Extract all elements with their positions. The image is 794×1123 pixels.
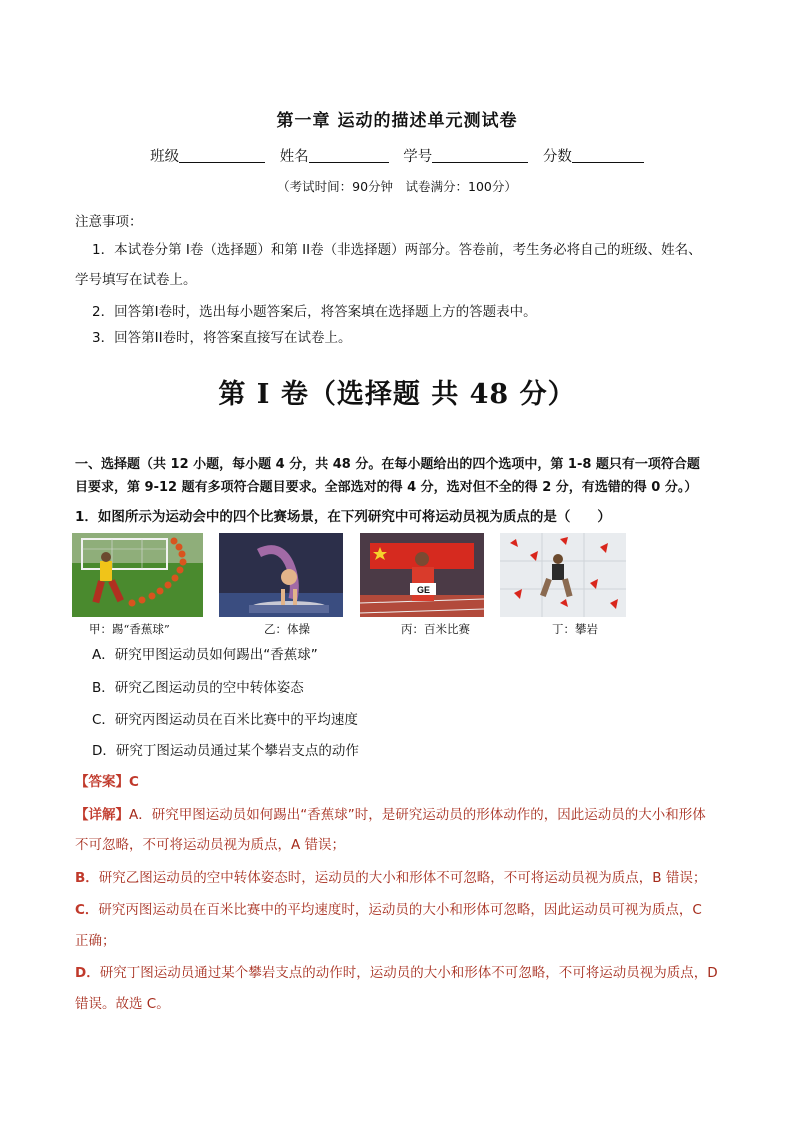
gymnastics-photo xyxy=(219,533,343,617)
note-item: 2．回答第I卷时，选出每小题答案后，将答案填在选择题上方的答题表中。 xyxy=(92,304,537,320)
score-label: 分数 xyxy=(542,149,572,165)
detail-text: 研究丙图运动员在百米比赛中的平均速度时，运动员的大小和形体可忽略，因此运动员可视为质点，C xyxy=(98,902,702,918)
sprint-race-photo xyxy=(360,533,484,617)
exam-time-info: （考试时间：90分钟 试卷满分：100分） xyxy=(277,179,517,194)
student-info-line xyxy=(0,145,794,166)
id-label: 学号 xyxy=(403,149,433,165)
class-label: 班级 xyxy=(150,149,180,165)
id-blank xyxy=(432,146,528,163)
note-item: 1．本试卷分第 I卷（选择题）和第 II卷（非选择题）两部分。答卷前，考生务必将自己的班级、姓名、 xyxy=(92,242,702,258)
race-bib-number: GE xyxy=(417,585,431,595)
option-a: A．研究甲图运动员如何踢出“香蕉球” xyxy=(92,647,318,663)
section-instructions xyxy=(75,453,725,499)
detail-line xyxy=(75,961,725,981)
image-caption: 乙：体操 xyxy=(264,622,310,636)
note-item: 3．回答第II卷时，将答案直接写在试卷上。 xyxy=(92,330,352,346)
section-title: 第 I 卷（选择题 共 48 分） xyxy=(218,379,576,410)
detail-line: 正确； xyxy=(75,933,116,949)
rock-climbing-photo xyxy=(500,533,626,617)
detail-line: 不可忽略，不可将运动员视为质点，A 错误； xyxy=(75,837,346,853)
answer-label: 【答案】 xyxy=(75,774,129,790)
detail-text: A．研究甲图运动员如何踢出“香蕉球”时，是研究运动员的形体动作的，因此运动员的大小和形体 xyxy=(129,807,706,823)
detail-line xyxy=(75,803,725,823)
image-caption: 丁：攀岩 xyxy=(552,622,598,636)
notes-title: 注意事项： xyxy=(75,214,143,230)
detail-line xyxy=(75,898,725,918)
detail-line xyxy=(75,866,725,886)
detail-line: 错误。故选 C。 xyxy=(75,996,170,1012)
name-blank xyxy=(309,146,389,163)
page-title: 第一章 运动的描述单元测试卷 xyxy=(276,111,518,131)
option-b: B．研究乙图运动员的空中转体姿态 xyxy=(92,680,304,696)
detail-prefix: B． xyxy=(75,870,99,886)
detail-label: 【详解】 xyxy=(75,807,129,823)
class-blank xyxy=(179,146,265,163)
detail-prefix: D． xyxy=(75,965,100,981)
answer-value: C xyxy=(129,774,139,790)
question-stem: 1．如图所示为运动会中的四个比赛场景，在下列研究中可将运动员视为质点的是（ ） xyxy=(75,509,611,525)
score-blank xyxy=(572,146,644,163)
image-caption: 甲：踢“香蕉球” xyxy=(89,622,170,636)
detail-prefix: C． xyxy=(75,902,99,918)
instruction-line: 一、选择题（共 12 小题，每小题 4 分，共 48 分。在每小题给出的四个选项中，第 1-8 题只有一项符合题 xyxy=(75,457,700,472)
note-item: 学号填写在试卷上。 xyxy=(75,272,197,288)
soccer-kick-photo xyxy=(72,533,203,617)
instruction-line: 目要求，第 9-12 题有多项符合题目要求。全部选对的得 4 分，选对但不全的得 2 分，有选错的得 0 分。） xyxy=(75,480,698,495)
option-c: C．研究丙图运动员在百米比赛中的平均速度 xyxy=(92,712,358,728)
answer-line xyxy=(75,770,139,790)
option-d: D．研究丁图运动员通过某个攀岩支点的动作 xyxy=(92,743,359,759)
detail-text: 研究乙图运动员的空中转体姿态时，运动员的大小和形体不可忽略，不可将运动员视为质点，B 错误； xyxy=(98,870,707,886)
detail-text: 研究丁图运动员通过某个攀岩支点的动作时，运动员的大小和形体不可忽略，不可将运动员视为质点，D xyxy=(99,965,718,981)
name-label: 姓名 xyxy=(279,149,309,165)
image-caption: 丙：百米比赛 xyxy=(401,622,470,636)
